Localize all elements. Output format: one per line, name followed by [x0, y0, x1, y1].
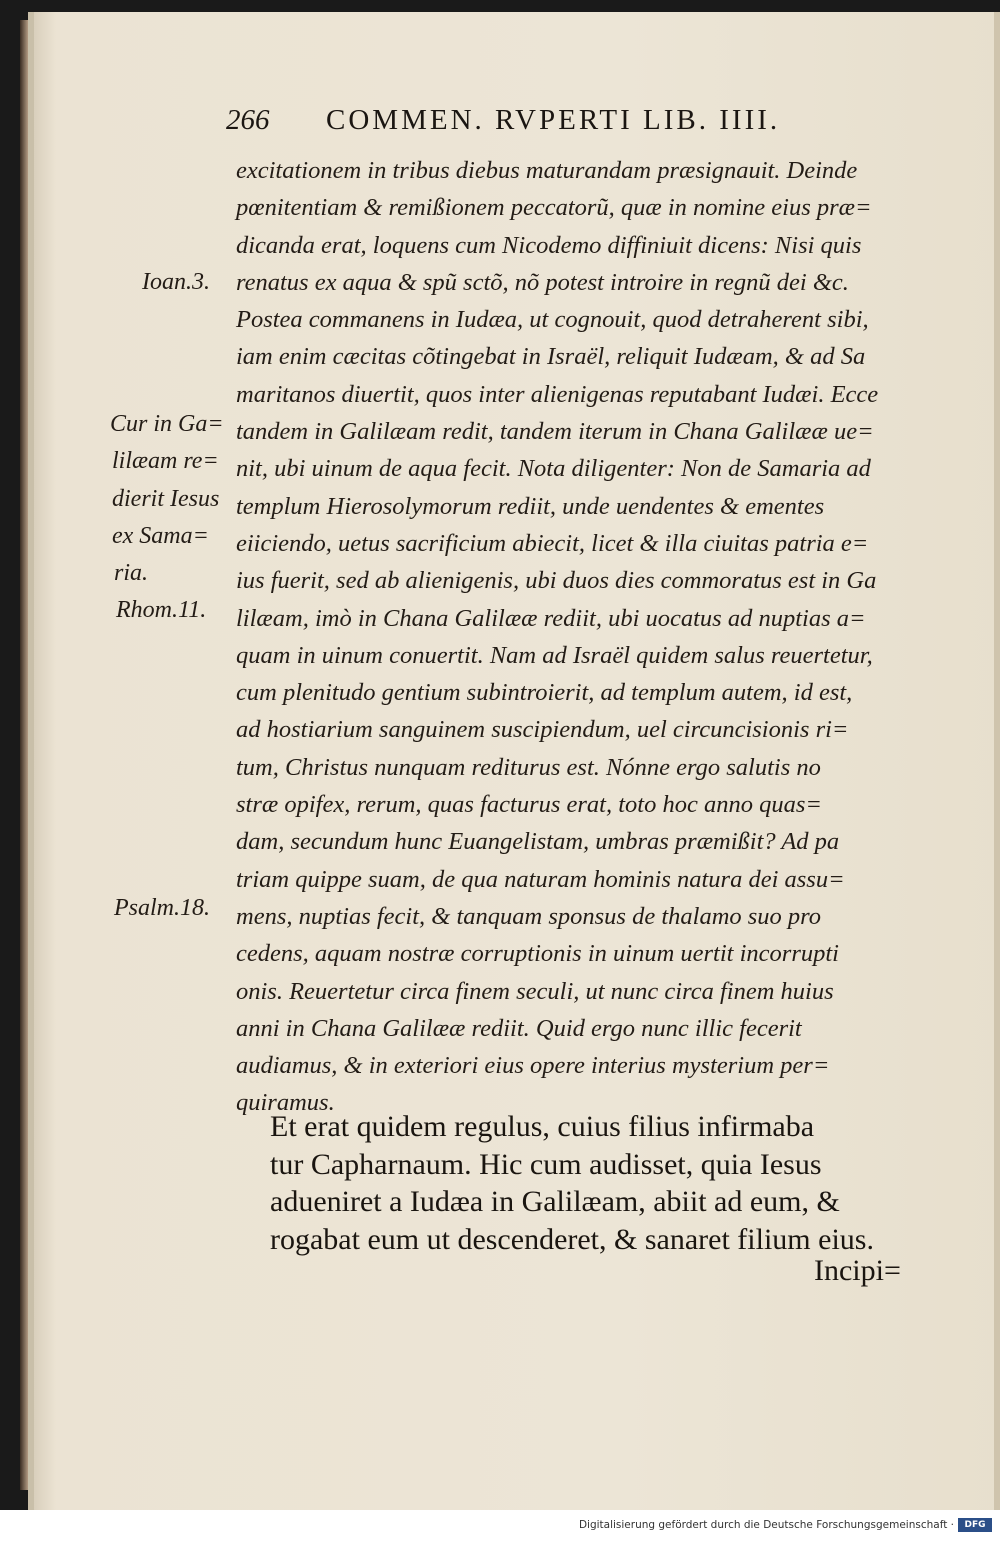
text-line: eiiciendo, uetus sacrificium abiecit, licet & illa ciuitas patria e=: [236, 529, 869, 557]
scripture-line: tur Capharnaum. Hic cum audisset, quia Iesus: [270, 1147, 822, 1181]
text-line: quiramus.: [236, 1089, 335, 1117]
scripture-line: rogabat eum ut descenderet, & sanaret filium eius.: [270, 1222, 874, 1256]
margin-note-ioan: Ioan.3.: [142, 269, 210, 295]
catchword: Incipi=: [814, 1254, 901, 1287]
text-line: templum Hierosolymorum rediit, unde uendentes & ementes: [236, 492, 825, 520]
text-line: tum, Christus nunquam rediturus est. Nónne ergo salutis no: [236, 753, 821, 781]
page-number: 266: [226, 104, 270, 136]
text-line: Postea commanens in Iudæa, ut cognouit, quod detraherent sibi,: [236, 306, 869, 334]
margin-note-cur: Cur in Ga=: [110, 411, 224, 437]
text-line: nit, ubi uinum de aqua fecit. Nota diligenter: Non de Samaria ad: [236, 455, 871, 483]
text-line: excitationem in tribus diebus maturandam præsignauit. Deinde: [236, 157, 858, 184]
footer-credit: Digitalisierung gefördert durch die Deutsche Forschungsgemeinschaft ·: [578, 1519, 954, 1531]
text-line: audiamus, & in exteriori eius opere interius mysterium per=: [236, 1052, 830, 1080]
text-line: stræ opifex, rerum, quas facturus erat, toto hoc anno quas=: [236, 791, 822, 819]
text-line: tandem in Galilæam redit, tandem iterum in Chana Galilææ ue=: [236, 418, 874, 446]
text-line: ad hostiarium sanguinem suscipiendum, uel circuncisionis ri=: [236, 716, 849, 744]
text-line: maritanos diuertit, quos inter alienigenas reputabant Iudæi. Ecce: [236, 380, 879, 408]
commentary-text: [236, 152, 936, 1122]
margin-note-psalm: Psalm.18.: [114, 895, 210, 921]
text-line: lilæam, imò in Chana Galilææ rediit, ubi uocatus ad nuptias a=: [236, 604, 866, 632]
margin-note-rhom: Rhom.11.: [116, 597, 207, 623]
text-line: dicanda erat, loquens cum Nicodemo diffiniuit dicens: Nisi quis: [236, 231, 862, 259]
text-line: dam, secundum hunc Euangelistam, umbras præmißit? Ad pa: [236, 828, 840, 856]
text-line: cedens, aquam nostræ corruptionis in uinum uertit incorrupti: [236, 940, 839, 968]
text-line: mens, nuptias fecit, & tanquam sponsus de thalamo suo pro: [236, 902, 822, 930]
text-line: quam in uinum conuertit. Nam ad Israël quidem salus reuertetur,: [236, 641, 873, 669]
footer-bar: [0, 1510, 1000, 1541]
text-line: iam enim cæcitas cõtingebat in Israël, reliquit Iudæam, & ad Sa: [236, 343, 866, 371]
running-header: [226, 104, 906, 144]
text-line: ius fuerit, sed ab alienigenis, ubi duos dies commoratus est in Ga: [236, 567, 877, 595]
scripture-line: Et erat quidem regulus, cuius filius infirmaba: [270, 1110, 815, 1143]
text-line: pœnitentiam & remißionem peccatorũ, quæ in nomine eius præ=: [236, 194, 872, 222]
text-line: renatus ex aqua & spũ sctõ, nõ potest introire in regnũ dei &c.: [236, 268, 849, 296]
running-title: COMMEN. RVPERTI LIB. IIII.: [326, 104, 781, 136]
scripture-line: adueniret a Iudæa in Galilæam, abiit ad eum, &: [270, 1185, 840, 1218]
text-line: onis. Reuertetur circa finem seculi, ut nunc circa finem huius: [236, 977, 834, 1005]
dfg-logo-icon: DFG: [958, 1518, 992, 1532]
margin-note-cur: ria.: [114, 560, 149, 586]
margin-note-cur: dierit Iesus: [112, 486, 220, 512]
margin-note-cur: ex Sama=: [112, 523, 209, 549]
text-line: triam quippe suam, de qua naturam hominis natura dei assu=: [236, 865, 845, 893]
text-line: anni in Chana Galilææ rediit. Quid ergo nunc illic fecerit: [236, 1014, 802, 1042]
page-edge: [994, 12, 1000, 1510]
margin-note-cur: lilæam re=: [112, 448, 219, 474]
scripture-passage: [270, 1108, 960, 1258]
text-line: cum plenitudo gentium subintroierit, ad templum autem, id est,: [236, 679, 853, 707]
